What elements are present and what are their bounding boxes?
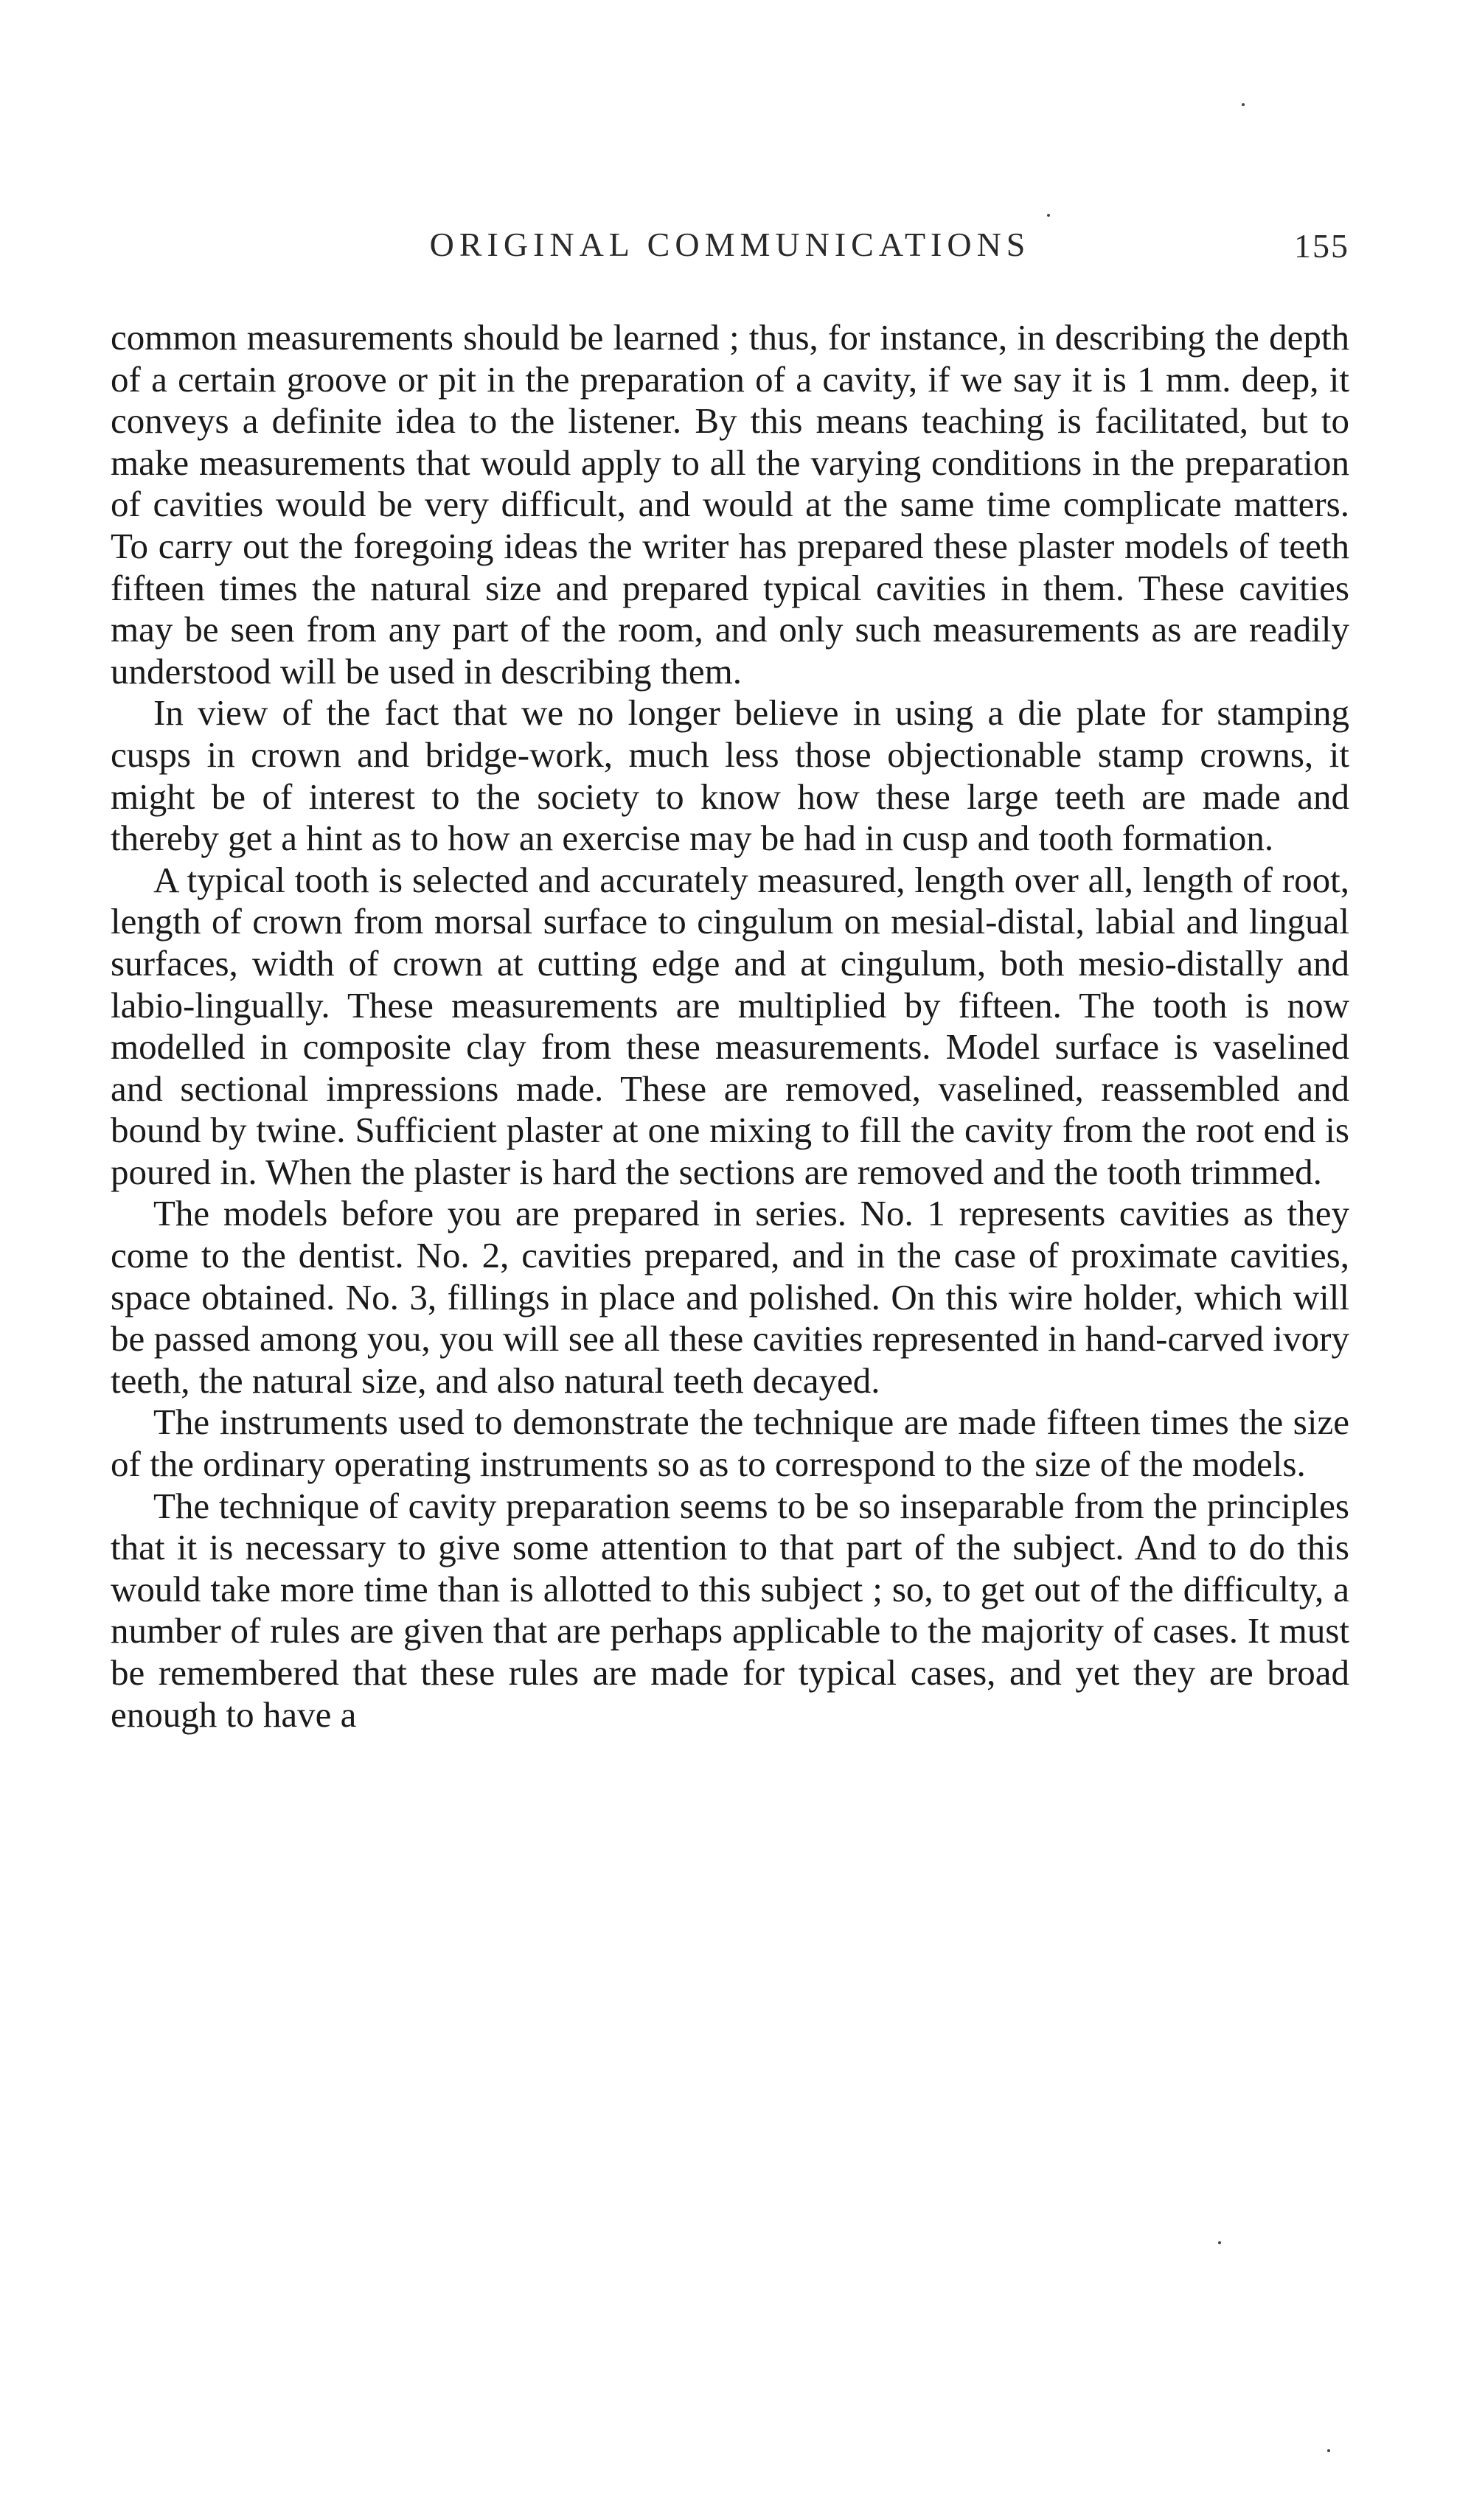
page-number: 155 bbox=[1294, 227, 1349, 265]
body-text bbox=[111, 317, 1349, 1736]
scan-speck bbox=[1218, 2241, 1221, 2244]
paragraph: The models before you are prepared in series. No. 1 represents cavities as they come to the dentist. No. 2, cavities prepared, and in the case of proximate cavities, space obtained. No. 3, fillings in place and polished. On this wire holder, which will be passed among you, you will see all these cavities represented in hand-carved ivory teeth, the natural size, and also natural teeth decayed. bbox=[111, 1193, 1349, 1401]
scan-speck bbox=[1242, 103, 1245, 106]
paragraph: A typical tooth is selected and accurately measured, length over all, length of root, length of crown from morsal surface to cingulum on mesial-distal, labial and lingual surfaces, width of crown at cutting edge and at cingulum, both mesio-distally and labio-lingually. These measurements are multiplied by fifteen. The tooth is now modelled in composite clay from these measurements. Model surface is vaselined and sectional impressions made. These are removed, vaselined, reassembled and bound by twine. Sufficient plaster at one mixing to fill the cavity from the root end is poured in. When the plaster is hard the sections are removed and the tooth trimmed. bbox=[111, 859, 1349, 1192]
scan-speck bbox=[1327, 2449, 1330, 2452]
paragraph: The technique of cavity preparation seems to be so inseparable from the principles that it is necessary to give some attention to that part of the subject. And to do this would take more time than is allotted to this subject ; so, to get out of the difficulty, a number of rules are given that are perhaps applicable to the majority of cases. It must be remembered that these rules are made for typical cases, and yet they are broad enough to have a bbox=[111, 1485, 1349, 1735]
page-header bbox=[111, 225, 1349, 276]
scan-speck bbox=[1047, 214, 1050, 217]
paragraph: common measurements should be learned ; thus, for instance, in describing the depth of a certain groove or pit in the preparation of a cavity, if we say it is 1 mm. deep, it conveys a definite idea to the listener. By this means teaching is facilitated, but to make measurements that would apply to all the varying conditions in the preparation of cavities would be very difficult, and would at the same time complicate matters. To carry out the foregoing ideas the writer has prepared these plaster models of teeth fifteen times the natural size and prepared typical cavities in them. These cavities may be seen from any part of the room, and only such measurements as are readily understood will be used in describing them. bbox=[111, 317, 1349, 692]
running-head: ORIGINAL COMMUNICATIONS bbox=[429, 226, 1031, 263]
paragraph: The instruments used to demonstrate the technique are made fifteen times the size of the ordinary operating instruments so as to correspond to the size of the models. bbox=[111, 1402, 1349, 1485]
paragraph: In view of the fact that we no longer believe in using a die plate for stamping cusps in crown and bridge-work, much less those objectionable stamp crowns, it might be of interest to the society to know how these large teeth are made and thereby get a hint as to how an exercise may be had in cusp and tooth formation. bbox=[111, 692, 1349, 859]
